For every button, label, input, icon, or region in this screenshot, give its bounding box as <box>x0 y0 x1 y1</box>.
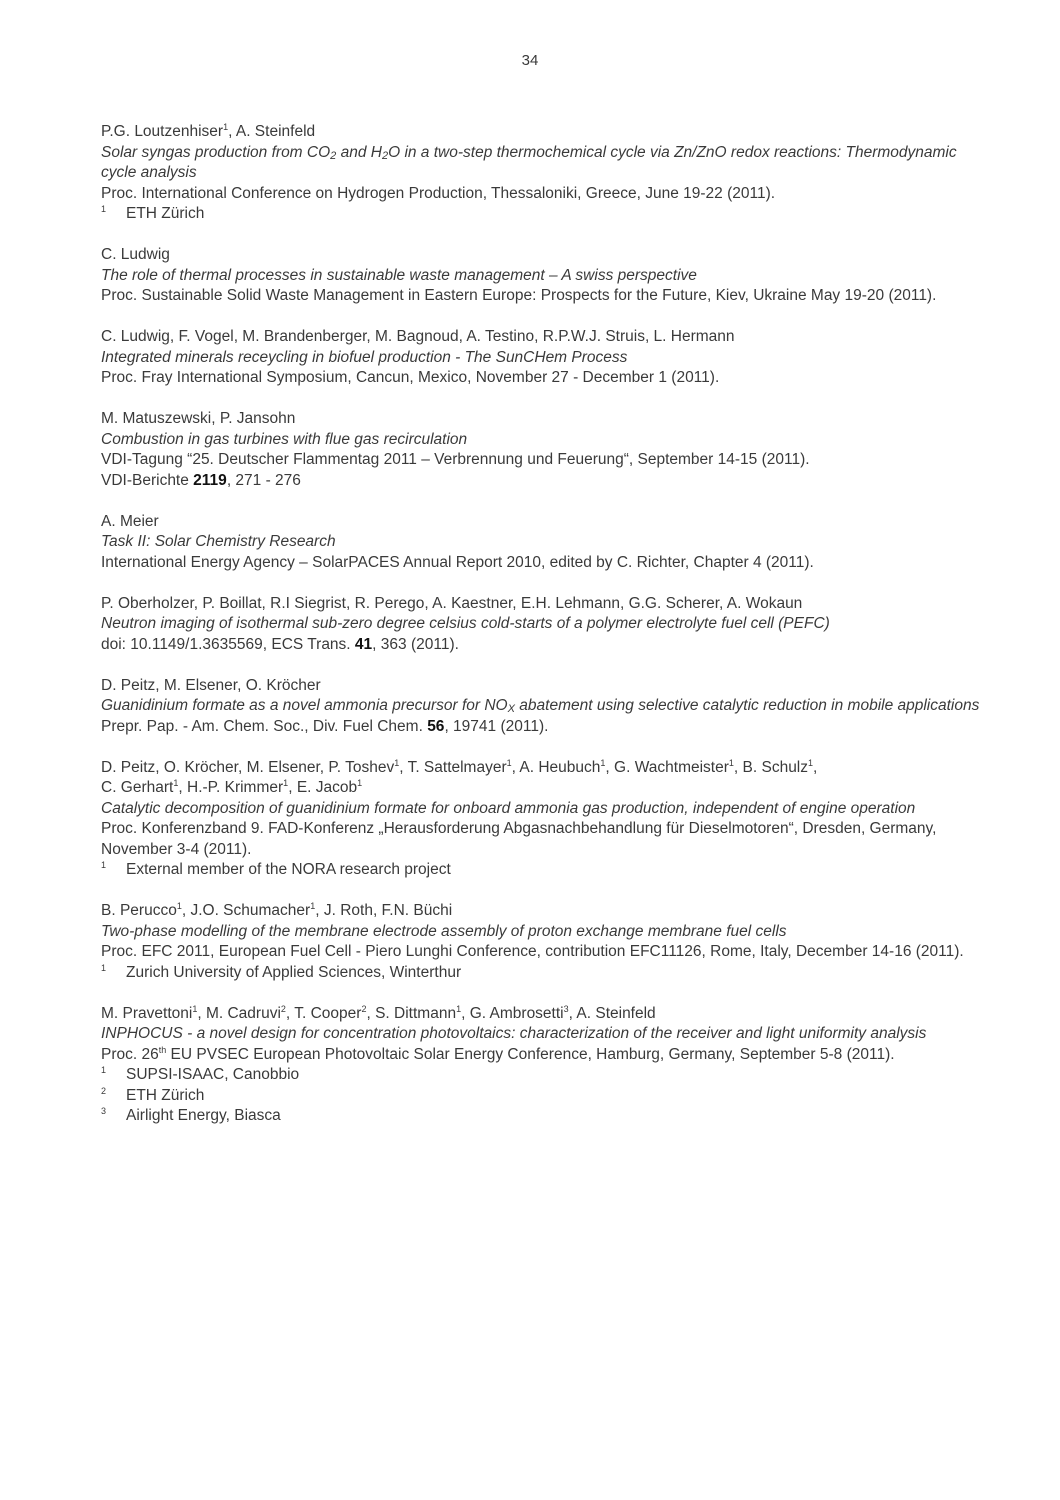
reference-authors: A. Meier <box>101 512 159 530</box>
reference-authors: M. Pravettoni$^1$, M. Cadruvi$^2$, T. Cooper$^2$, S. Dittmann$^1$, G. Ambrosetti$^3$, A. Steinfeld <box>101 1003 656 1022</box>
reference-source: International Energy Agency – SolarPACES Annual Report 2010, edited by C. Richter, Chapter 4 (2011). <box>101 553 814 571</box>
reference-entry <box>101 758 981 881</box>
reference-footnote: 1 ETH Zürich <box>101 204 205 222</box>
reference-footnote: 2 ETH Zürich <box>101 1085 205 1104</box>
reference-authors: C. Ludwig, F. Vogel, M. Brandenberger, M. Bagnoud, A. Testino, R.P.W.J. Struis, L. Hermann <box>101 328 735 345</box>
reference-authors: B. Perucco$^1$, J.O. Schumacher$^1$, J. Roth, F.N. Büchi <box>101 901 453 919</box>
reference-entry <box>101 122 981 225</box>
reference-title: INPHOCUS - a novel design for concentration photovoltaics: characterization of the receiver and light uniformity analysis <box>101 1025 927 1042</box>
reference-list <box>101 122 981 1147</box>
reference-authors: P. Oberholzer, P. Boillat, R.I Siegrist, R. Perego, A. Kaestner, E.H. Lehmann, G.G. Scherer, A. Wokaun <box>101 594 803 612</box>
reference-source: Prepr. Pap. - Am. Chem. Soc., Div. Fuel Chem. 56, 19741 (2011). <box>101 717 549 735</box>
reference-source: VDI-Tagung “25. Deutscher Flammentag 2011 – Verbrennung und Feuerung“, September 14-15 (2011). <box>101 451 810 468</box>
page-number: 34 <box>521 52 539 69</box>
reference-title: Guanidinium formate as a novel ammonia precursor for $NO_X$ abatement using selective catalytic reduction in mobile applications <box>101 697 980 715</box>
reference-authors: C. Ludwig <box>101 246 170 263</box>
reference-entry <box>101 594 981 656</box>
reference-entry <box>101 512 981 574</box>
reference-source: Proc. 26th EU PVSEC European Photovoltaic Solar Energy Conference, Hamburg, Germany, September 5-8 (2011). <box>101 1044 895 1063</box>
reference-entry <box>101 327 981 389</box>
reference-authors: M. Matuszewski, P. Jansohn <box>101 410 296 427</box>
reference-footnote: 1 External member of the NORA research project <box>101 860 451 878</box>
reference-source: Proc. Fray International Symposium, Cancun, Mexico, November 27 - December 1 (2011). <box>101 369 720 386</box>
reference-title: Combustion in gas turbines with flue gas recirculation <box>101 430 468 448</box>
reference-footnote: 1 SUPSI-ISAAC, Canobbio <box>101 1065 300 1083</box>
reference-title: Neutron imaging of isothermal sub-zero degree celsius cold-starts of a polymer electrolyte fuel cell (PEFC) <box>101 615 830 632</box>
reference-authors: D. Peitz, O. Kröcher, M. Elsener, P. Toshev$^1$, T. Sattelmayer$^1$, A. Heubuch$^1$, G. Wachtmeister$^1$, B. Schulz$^1$, <box>101 757 818 776</box>
reference-title: Solar syngas production from $CO_2$ and $H_2O$ in a two-step thermochemical cycle via Zn/ZnO redox reactions: Thermodynamic cycle analysis <box>101 143 957 181</box>
reference-authors: P.G. Loutzenhiser$^1$, A. Steinfeld <box>101 122 316 140</box>
reference-source: doi: 10.1149/1.3635569, ECS Trans. 41, 363 (2011). <box>101 635 459 653</box>
reference-source-volume: VDI-Berichte 2119, 271 - 276 <box>101 471 301 489</box>
reference-authors: D. Peitz, M. Elsener, O. Kröcher <box>101 676 321 694</box>
reference-footnote: 3 Airlight Energy, Biasca <box>101 1106 281 1124</box>
reference-entry <box>101 409 981 491</box>
reference-entry <box>101 901 981 983</box>
reference-source: Proc. Sustainable Solid Waste Management in Eastern Europe: Prospects for the Future, Kiev, Ukraine May 19-20 (2011). <box>101 287 937 304</box>
reference-source: Proc. Konferenzband 9. FAD-Konferenz „Herausforderung Abgasnachbehandlung für Dieselmotoren“, Dresden, Germany, November 3-4 (2011). <box>101 820 937 858</box>
reference-title: Catalytic decomposition of guanidinium formate for onboard ammonia gas production, independent of engine operation <box>101 799 916 817</box>
reference-entry <box>101 245 981 307</box>
reference-title: Integrated minerals receycling in biofuel production - The SunCHem Process <box>101 348 628 366</box>
reference-title: Task II: Solar Chemistry Research <box>101 533 336 550</box>
reference-footnote: 1 Zurich University of Applied Sciences, Winterthur <box>101 962 462 981</box>
reference-source: Proc. International Conference on Hydrogen Production, Thessaloniki, Greece, June 19-22 (2011). <box>101 184 776 202</box>
reference-authors-continued: C. Gerhart$^1$, H.-P. Krimmer$^1$, E. Jacob$^1$ <box>101 778 363 796</box>
reference-title: Two-phase modelling of the membrane electrode assembly of proton exchange membrane fuel cells <box>101 922 787 940</box>
reference-entry <box>101 676 981 738</box>
reference-entry <box>101 1004 981 1127</box>
reference-source: Proc. EFC 2011, European Fuel Cell - Piero Lunghi Conference, contribution EFC11126, Rome, Italy, December 14-16 (2011). <box>101 943 964 960</box>
reference-title: The role of thermal processes in sustainable waste management – A swiss perspective <box>101 266 697 284</box>
